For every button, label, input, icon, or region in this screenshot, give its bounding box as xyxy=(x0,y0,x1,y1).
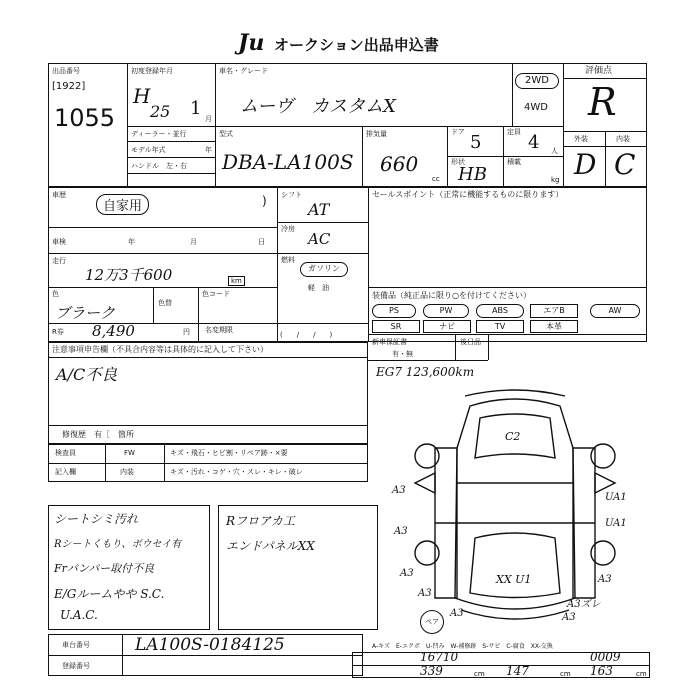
header xyxy=(238,30,478,54)
repair-label: 修復歴 有［ 箇所 xyxy=(62,430,134,439)
era: H xyxy=(133,84,151,108)
mileage-note: EG7 123,600km xyxy=(376,365,475,379)
item-no: 1055 xyxy=(54,104,116,132)
doors-label: ドア xyxy=(451,128,465,136)
chassis-value: LA100S-0184125 xyxy=(135,635,285,655)
name-change-value: ( / / ) xyxy=(280,331,333,339)
comment-line-4: E/Gルームやや S.C. xyxy=(54,587,165,601)
inspection-month: 月 xyxy=(190,238,197,246)
int-grade: C xyxy=(614,148,636,181)
equip-abs: ABS xyxy=(476,304,524,318)
inspection-day: 日 xyxy=(258,238,265,246)
comment-line-1: シートシミ汚れ xyxy=(54,512,139,526)
naisou-items: キズ・汚れ・コゲ・穴・スレ・キレ・破レ xyxy=(170,468,303,476)
history-value: 自家用 xyxy=(96,194,149,215)
mark-a3-zure: A3ズレ xyxy=(567,599,601,610)
color-change-label: 色替 xyxy=(158,299,172,307)
inspect-row2-label: 記入欄 xyxy=(55,468,76,476)
color-value: ブラーク xyxy=(55,304,116,322)
person-unit: 人 xyxy=(551,147,558,155)
equip-leather: 本革 xyxy=(530,320,578,333)
month-unit: 月 xyxy=(205,115,212,123)
mark-a3-6: A3 xyxy=(598,574,612,585)
fw-tag: FW xyxy=(124,449,135,457)
eval-label: 評価点 xyxy=(585,66,613,76)
diesel-label: 軽 油 xyxy=(308,284,329,292)
capacity-label: 定員 xyxy=(507,128,521,136)
mark-ua1-2: UA1 xyxy=(605,518,627,529)
logo: Ju xyxy=(238,30,265,56)
drive-4wd: 4WD xyxy=(524,102,548,113)
displacement-label: 排気量 xyxy=(366,130,387,138)
ext-grade: D xyxy=(574,148,597,181)
post-label: 後日品 xyxy=(460,338,481,346)
inspection-label: 車検 xyxy=(52,238,66,246)
equip-airbag: エアB xyxy=(530,304,578,318)
mark-a3-4: A3 xyxy=(418,588,432,599)
model-name: ムーヴ カスタムX xyxy=(240,96,396,117)
kg-unit: kg xyxy=(551,176,560,184)
history-bracket: ) xyxy=(262,194,267,208)
dim-wid: 147 xyxy=(506,664,529,678)
cm-3: cm xyxy=(636,670,647,678)
year-unit: 年 xyxy=(205,146,212,154)
yen-unit: 円 xyxy=(183,328,190,336)
code2: 0009 xyxy=(590,650,621,664)
cm-2: cm xyxy=(560,670,571,678)
drive-2wd: 2WD xyxy=(515,73,559,89)
equip-label: 装備品（純正品に限り○を付けてください） xyxy=(372,291,531,300)
km-unit: km xyxy=(228,276,245,286)
shape-label: 形状 xyxy=(451,158,465,166)
mark-c2: C2 xyxy=(505,430,521,443)
comment-line-3: Frバンパー取付不良 xyxy=(54,562,155,575)
ac-value: AC xyxy=(308,230,331,248)
ac-label: 冷房 xyxy=(281,225,295,233)
mark-a3-2: A3 xyxy=(394,526,408,537)
mark-ua1-1: UA1 xyxy=(605,492,627,503)
legend: A-キズ E-エクボ U-凹み W-補修跡 S-サビ C-腐食 XX-交換 xyxy=(372,643,553,650)
dim-len: 339 xyxy=(420,664,443,678)
shift-label: シフト xyxy=(281,191,302,199)
mark-a3-1: A3 xyxy=(392,485,406,496)
equip-pw: PW xyxy=(423,304,469,318)
recycle-label: R券 xyxy=(52,328,64,336)
code1: 16710 xyxy=(420,650,459,664)
recycle-value: 8,490 xyxy=(92,322,135,340)
reg-label: 登録番号 xyxy=(62,662,90,670)
handle-label: ハンドル 左・右 xyxy=(131,162,187,170)
cc-unit: cc xyxy=(432,175,440,183)
dim-hei: 163 xyxy=(590,664,613,678)
ext-label: 外装 xyxy=(574,135,588,143)
stamp-pair: ペア xyxy=(420,610,444,634)
mileage-value: 12万3千600 xyxy=(85,266,173,284)
int-label: 内装 xyxy=(616,135,630,143)
mark-a3-5: A3 xyxy=(450,608,464,619)
mark-a3-7: A3 xyxy=(562,612,576,623)
fuel-label: 燃料 xyxy=(281,256,295,264)
model-name-label: 車名・グレード xyxy=(219,67,268,75)
displacement: 660 xyxy=(380,152,419,176)
color-code-label: 色コード xyxy=(202,290,230,298)
inspection-year: 年 xyxy=(128,238,135,246)
reg-year: 25 xyxy=(150,102,171,121)
inspect-row1-label: 検査員 xyxy=(55,449,76,457)
naisou-tag: 内装 xyxy=(120,468,134,476)
history-label: 車歴 xyxy=(52,191,66,199)
equip-tv: TV xyxy=(476,320,524,333)
name-change-label: 名変期限 xyxy=(205,326,233,334)
item-no-label: 出品番号 xyxy=(52,67,80,75)
dealer-label: ディーラー・並行 xyxy=(131,130,187,138)
shape: HB xyxy=(458,164,487,185)
mark-xx-u1: XX U1 xyxy=(496,573,532,586)
comment-right-1: Rフロアカ工 xyxy=(226,514,295,528)
item-code: [1922] xyxy=(52,81,86,92)
comment-line-5: U.A.C. xyxy=(60,608,98,622)
fw-items: キズ・飛石・ヒビ割・リペア跡・×要 xyxy=(170,449,288,457)
sales-point-label: セールスポイント（正常に機能するものに限ります） xyxy=(372,190,564,199)
fuel-value: ガソリン xyxy=(300,262,348,277)
model-year-label: モデル年式 xyxy=(131,146,166,154)
notes-label: 注意事項申告欄（不具合内容等は具体的に記入して下さい） xyxy=(52,345,268,354)
capacity: 4 xyxy=(528,132,540,153)
mileage-label: 走行 xyxy=(52,257,66,265)
comment-right-2: エンドパネルXX xyxy=(226,539,315,553)
katashiki-label: 型式 xyxy=(219,130,233,138)
notes-text: A/C不良 xyxy=(56,365,118,384)
color-label: 色 xyxy=(52,290,59,298)
equip-navi: ナビ xyxy=(423,320,471,333)
load-label: 積載 xyxy=(507,158,521,166)
mark-a3-3: A3 xyxy=(400,568,414,579)
comment-line-2: Rシートくもり、ボウセイ有 xyxy=(54,539,182,550)
chassis-label: 車台番号 xyxy=(62,641,90,649)
shift-value: AT xyxy=(308,200,330,219)
eval-score: R xyxy=(588,80,617,124)
doors: 5 xyxy=(470,132,482,153)
equip-aw: AW xyxy=(590,304,640,318)
new-record-label: 新車保証書 xyxy=(372,338,407,346)
form-title: オークション出品申込書 xyxy=(274,36,439,54)
katashiki: DBA-LA100S xyxy=(222,150,354,174)
reg-month: 1 xyxy=(190,98,202,119)
equip-ps: PS xyxy=(372,304,416,318)
equip-sr: SR xyxy=(372,320,420,333)
new-record-opts: 有・無 xyxy=(392,350,413,358)
cm-1: cm xyxy=(474,670,485,678)
first-reg-label: 初度登録年月 xyxy=(131,67,173,75)
